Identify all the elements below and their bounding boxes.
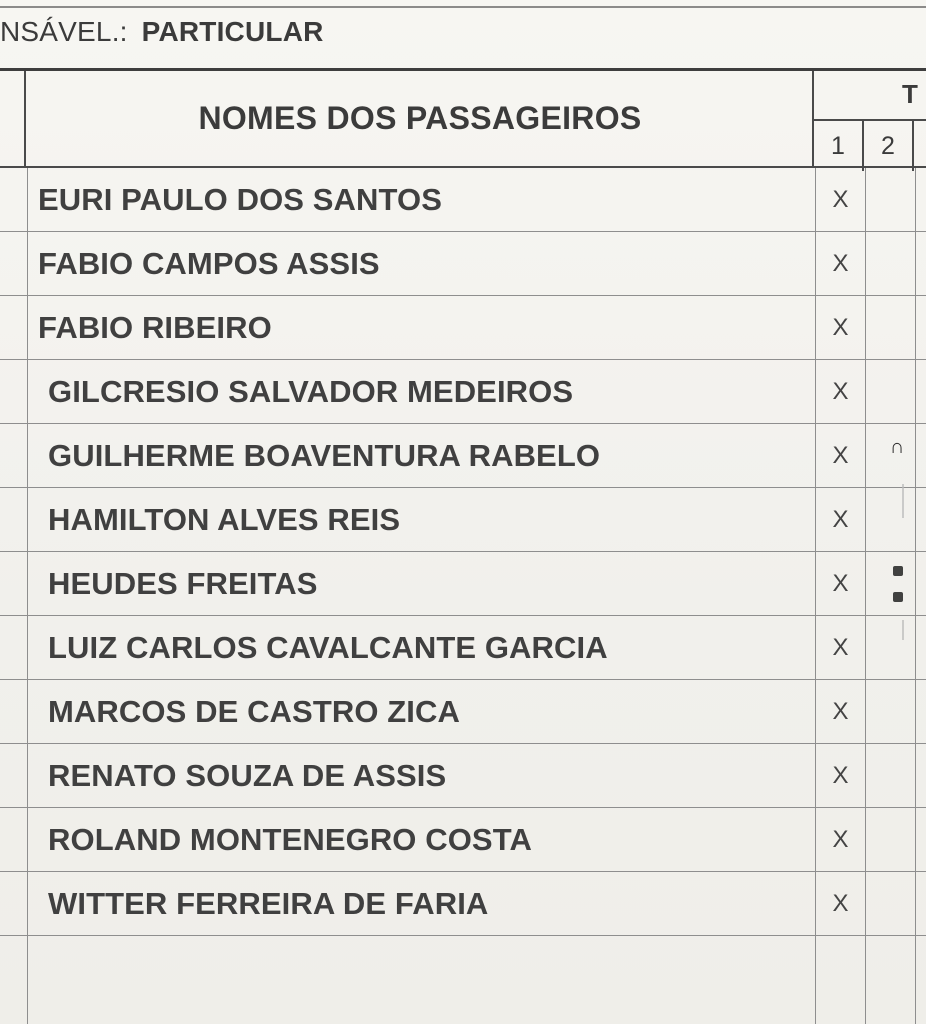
passenger-name: GUILHERME BOAVENTURA RABELO (48, 437, 601, 473)
passenger-name: LUIZ CARLOS CAVALCANTE GARCIA (48, 629, 608, 665)
row-stub (0, 552, 28, 615)
passenger-col2 (865, 168, 915, 231)
passenger-name: EURI PAULO DOS SANTOS (38, 181, 442, 217)
names-column-title: NOMES DOS PASSAGEIROS (198, 100, 642, 136)
passenger-col3 (915, 232, 926, 295)
responsavel-value: PARTICULAR (141, 16, 324, 47)
table-row (0, 616, 926, 680)
passenger-check-col1: X (815, 296, 865, 359)
passenger-col3 (915, 680, 926, 743)
row-stub (0, 744, 28, 807)
table-row (0, 936, 926, 1024)
table-row (0, 296, 926, 360)
passenger-name: ROLAND MONTENEGRO COSTA (48, 821, 532, 857)
passenger-col2 (865, 552, 915, 615)
table-row (0, 744, 926, 808)
row-stub (0, 360, 28, 423)
passenger-col3 (915, 360, 926, 423)
passenger-col2 (865, 808, 915, 871)
passenger-col3 (915, 488, 926, 551)
table-body (0, 168, 926, 1024)
passenger-col2 (865, 680, 915, 743)
passenger-check-col1: X (815, 232, 865, 295)
passenger-check-col1: X (815, 168, 865, 231)
top-border-line (0, 0, 926, 8)
passenger-col3 (915, 936, 926, 1024)
passenger-name: MARCOS DE CASTRO ZICA (48, 693, 460, 729)
handwritten-mark-icon: ∩ (890, 436, 905, 458)
row-stub (0, 232, 28, 295)
row-stub (0, 616, 28, 679)
passenger-col3 (915, 552, 926, 615)
table-row (0, 808, 926, 872)
passenger-check-col1: X (815, 616, 865, 679)
subcolumn-1: 1 (814, 121, 864, 171)
passenger-name: FABIO CAMPOS ASSIS (38, 245, 380, 281)
group-title: T (902, 79, 918, 109)
passenger-check-col1: X (815, 424, 865, 487)
subcolumn-2: 2 (864, 121, 914, 171)
passenger-col2 (865, 872, 915, 935)
table-row (0, 168, 926, 232)
passenger-table (0, 68, 926, 1024)
row-stub (0, 168, 28, 231)
passenger-check-col1: X (815, 360, 865, 423)
header-left-column (0, 71, 26, 166)
subcolumn-3 (914, 121, 926, 171)
passenger-col2 (865, 360, 915, 423)
responsavel-line (0, 16, 324, 48)
passenger-col2 (865, 232, 915, 295)
table-row (0, 872, 926, 936)
table-row (0, 424, 926, 488)
passenger-col2 (865, 488, 915, 551)
passenger-name: WITTER FERREIRA DE FARIA (48, 885, 489, 921)
faint-scribble-icon (902, 484, 904, 518)
passenger-col2 (865, 296, 915, 359)
passenger-col3 (915, 424, 926, 487)
passenger-check-col1: X (815, 744, 865, 807)
passenger-col2 (865, 616, 915, 679)
passenger-col3 (915, 872, 926, 935)
ink-mark-icon (893, 592, 903, 602)
passenger-col3 (915, 808, 926, 871)
passenger-col3 (915, 296, 926, 359)
row-stub (0, 872, 28, 935)
passenger-col3 (915, 616, 926, 679)
table-row (0, 360, 926, 424)
passenger-check-col1: X (815, 680, 865, 743)
ink-mark-icon (893, 566, 903, 576)
table-header (0, 68, 926, 168)
passenger-check-col1: X (815, 872, 865, 935)
passenger-check-col1: X (815, 552, 865, 615)
table-row (0, 488, 926, 552)
table-row (0, 552, 926, 616)
passenger-col3 (915, 168, 926, 231)
row-stub (0, 680, 28, 743)
passenger-col2 (865, 936, 915, 1024)
passenger-col3 (915, 744, 926, 807)
passenger-check-col1: X (815, 488, 865, 551)
passenger-name: FABIO RIBEIRO (38, 309, 272, 345)
row-stub (0, 296, 28, 359)
table-row (0, 232, 926, 296)
row-stub (0, 808, 28, 871)
group-subheader-row (814, 119, 926, 171)
passenger-name: GILCRESIO SALVADOR MEDEIROS (48, 373, 574, 409)
row-stub (0, 936, 28, 1024)
faint-scribble-icon (902, 620, 904, 640)
passenger-name: HEUDES FREITAS (48, 565, 318, 601)
passenger-check-col1: X (815, 808, 865, 871)
table-row (0, 680, 926, 744)
group-column-header (812, 71, 926, 166)
passenger-name: HAMILTON ALVES REIS (48, 501, 401, 537)
row-stub (0, 424, 28, 487)
passenger-check-col1 (815, 936, 865, 1024)
responsavel-label: NSÁVEL.: (0, 16, 128, 47)
passenger-col2 (865, 744, 915, 807)
passenger-name: RENATO SOUZA DE ASSIS (48, 757, 447, 793)
row-stub (0, 488, 28, 551)
